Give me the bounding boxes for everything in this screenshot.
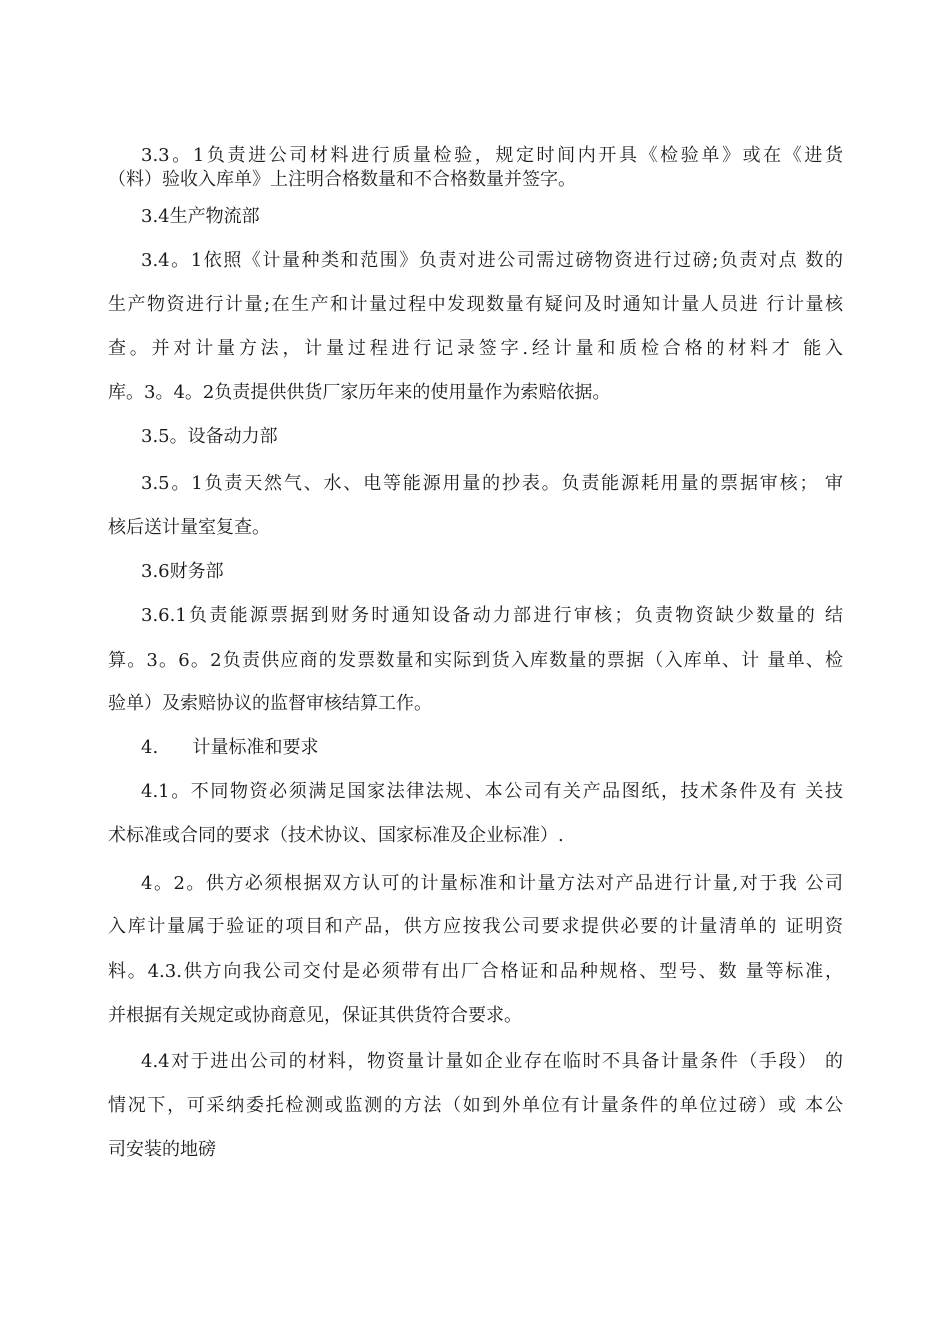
line-4-2-a: 4。2。供方必须根据双方认可的计量标准和计量方法对产品进行计量,对于我 公司 xyxy=(141,873,843,894)
line-3-4-1-c: 查。并对计量方法，计量过程进行记录签字.经计量和质检合格的材料才 能入 xyxy=(108,338,843,359)
heading-3-4: 3.4生产物流部 xyxy=(141,206,260,227)
heading-3-5: 3.5。设备动力部 xyxy=(141,426,278,447)
line-3-4-2: 库。3。4。2负责提供供货厂家历年来的使用量作为索赔依据。 xyxy=(108,382,611,403)
line-4-1-a: 4.1。不同物资必须满足国家法律法规、本公司有关产品图纸，技术条件及有 关技 xyxy=(141,781,843,802)
line-4-3-a: 料。4.3.供方向我公司交付是必须带有出厂合格证和品种规格、型号、数 量等标准， xyxy=(108,961,843,982)
heading-4: 4. 计量标准和要求 xyxy=(141,737,319,758)
line-3-6-2: 验单）及索赔协议的监督审核结算工作。 xyxy=(108,693,432,714)
line-4-1-b: 术标准或合同的要求（技术协议、国家标准及企业标准）. xyxy=(108,825,564,846)
line-4-3-b: 并根据有关规定或协商意见，保证其供货符合要求。 xyxy=(108,1005,522,1026)
line-3-5-1-b: 核后送计量室复查。 xyxy=(108,517,270,538)
line-3-6-1-b: 算。3。6。2负责供应商的发票数量和实际到货入库数量的票据（入库单、计 量单、检 xyxy=(108,650,843,671)
line-3-4-1-b: 生产物资进行计量;在生产和计量过程中发现数量有疑问及时通知计量人员进 行计量核 xyxy=(108,294,843,315)
line-3-6-1-a: 3.6.1负责能源票据到财务时通知设备动力部进行审核；负责物资缺少数量的 结 xyxy=(141,605,843,626)
line-3-3-1-b: （料）验收入库单》上注明合格数量和不合格数量并签字。 xyxy=(108,169,576,190)
line-4-4-c: 司安装的地磅 xyxy=(108,1139,216,1160)
line-3-3-1-a: 3.3。1负责进公司材料进行质量检验，规定时间内开具《检验单》或在《进货 xyxy=(141,145,843,166)
line-4-2-b: 入库计量属于验证的项目和产品，供方应按我公司要求提供必要的计量清单的 证明资 xyxy=(108,916,843,937)
line-4-4-a: 4.4对于进出公司的材料，物资量计量如企业存在临时不具备计量条件（手段） 的 xyxy=(141,1051,843,1072)
line-3-4-1-a: 3.4。1依照《计量种类和范围》负责对进公司需过磅物资进行过磅;负责对点 数的 xyxy=(141,250,843,271)
heading-3-6: 3.6财务部 xyxy=(141,561,224,582)
line-3-5-1-a: 3.5。1负责天然气、水、电等能源用量的抄表。负责能源耗用量的票据审核； 审 xyxy=(141,473,843,494)
line-4-4-b: 情况下，可采纳委托检测或监测的方法（如到外单位有计量条件的单位过磅）或 本公 xyxy=(108,1095,843,1116)
